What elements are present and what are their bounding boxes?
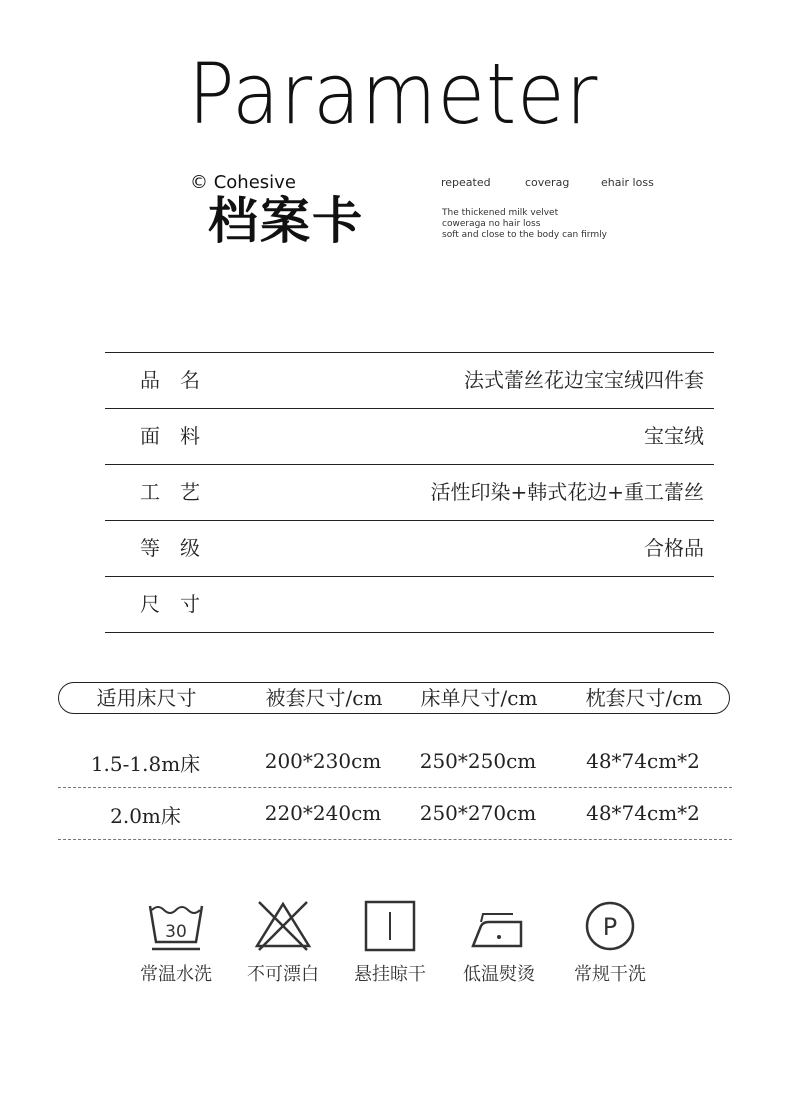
- care-wash: [126, 898, 226, 986]
- care-bleach: [233, 898, 333, 986]
- spec-label: 面料: [140, 424, 220, 448]
- spec-row-name: [105, 352, 714, 408]
- feature-tag: coverag: [525, 176, 570, 189]
- size-table-header: [58, 682, 730, 714]
- table-cell: 2.0m床: [110, 804, 181, 828]
- table-cell: 250*270cm: [419, 801, 537, 825]
- spec-label: 品名: [140, 368, 220, 392]
- spec-row-size: [105, 576, 714, 633]
- care-label: 常规干洗: [574, 964, 646, 985]
- table-cell: 200*230cm: [264, 749, 382, 773]
- spec-value: 宝宝绒: [644, 424, 704, 448]
- spec-label: 尺寸: [140, 592, 220, 616]
- line-dry-icon: [360, 898, 420, 952]
- column-header: 被套尺寸/cm: [265, 686, 383, 710]
- description-line: soft and close to the body can firmly: [442, 230, 607, 240]
- care-label: 不可漂白: [247, 964, 319, 985]
- spec-value: 活性印染+韩式花边+重工蕾丝: [430, 480, 704, 504]
- table-cell: 250*250cm: [419, 749, 537, 773]
- wash-30-icon: [146, 898, 206, 952]
- care-label: 常温水洗: [140, 964, 212, 985]
- column-header: 枕套尺寸/cm: [585, 686, 703, 710]
- table-cell: 48*74cm*2: [586, 749, 700, 773]
- spec-row-craft: [105, 464, 714, 520]
- product-description: [442, 208, 607, 241]
- spec-value: 法式蕾丝花边宝宝绒四件套: [464, 368, 704, 392]
- chinese-title: 档案卡: [208, 192, 364, 250]
- care-label: 悬挂晾干: [354, 964, 426, 985]
- table-row: [58, 735, 732, 788]
- low-iron-icon: [469, 898, 529, 952]
- feature-tag: ehair loss: [601, 176, 654, 189]
- brand-name: © Cohesive: [190, 172, 296, 193]
- care-iron: [449, 898, 549, 986]
- page-title: Parameter: [188, 45, 599, 143]
- spec-table: [105, 352, 714, 633]
- spec-row-fabric: [105, 408, 714, 464]
- table-cell: 1.5-1.8m床: [90, 752, 201, 776]
- no-bleach-icon: [253, 898, 313, 952]
- spec-label: 工艺: [140, 480, 220, 504]
- spec-value: 合格品: [644, 536, 704, 560]
- column-header: 床单尺寸/cm: [420, 686, 538, 710]
- spec-row-grade: [105, 520, 714, 576]
- care-dryclean: [560, 898, 660, 986]
- description-line: coweraga no hair loss: [442, 219, 541, 229]
- care-dry: [340, 898, 440, 986]
- description-line: The thickened milk velvet: [442, 208, 559, 218]
- spec-label: 等级: [140, 536, 220, 560]
- table-cell: 48*74cm*2: [586, 801, 700, 825]
- dry-clean-p-icon: [580, 898, 640, 952]
- table-row: [58, 787, 732, 840]
- column-header: 适用床尺寸: [96, 686, 197, 710]
- dry-clean-letter: P: [602, 913, 618, 941]
- care-label: 低温熨烫: [463, 964, 535, 985]
- table-cell: 220*240cm: [264, 801, 382, 825]
- wash-temperature: 30: [165, 922, 187, 942]
- feature-tag: repeated: [441, 176, 491, 189]
